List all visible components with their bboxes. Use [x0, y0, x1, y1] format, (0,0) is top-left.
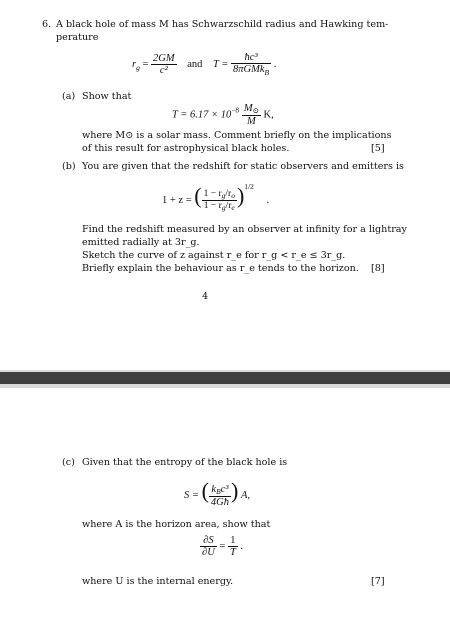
eq-T-den-sub: B — [264, 68, 270, 77]
eq-T-den: 8πGMk — [233, 64, 265, 75]
eq-c-tail: A, — [240, 490, 251, 501]
eq-a-num-sub: ⊙ — [252, 106, 259, 115]
part-b-marks: [8] — [371, 263, 385, 274]
eq-a-num: M — [243, 103, 253, 114]
exam-page-lower — [0, 388, 450, 630]
equation-entropy: S = ( $\frac{\text{kBc³}}{4Għ}$ ) A, — [184, 478, 251, 508]
eq-b-sub-g: g — [221, 191, 226, 201]
part-c-label: (c) — [62, 457, 75, 468]
eq-c-lhs: S = — [184, 490, 199, 501]
eq-T-num: ħc³ — [244, 52, 258, 63]
eq-a-lhs: T = 6.17 × 10 — [172, 109, 232, 121]
part-c-text: Given that the entropy of the black hole is — [82, 457, 288, 468]
part-a-text: Show that — [82, 91, 132, 102]
eq-and: and — [187, 58, 203, 70]
eq-b-num-tail: /r — [225, 189, 232, 200]
equation-schwarzschild-hawking: $r_g$ = $\frac{2GM}{\text{c²}}$ and T = $\frac{\text{ħc³}}{8\pi GMk_B}$ . — [132, 52, 277, 77]
part-b-label: (b) — [62, 161, 76, 172]
eq-c2-den: ∂U — [202, 547, 215, 558]
eq-b-den-tail: /r — [225, 201, 232, 212]
page-divider — [0, 372, 450, 384]
eq-a-exp: −8 — [231, 105, 240, 115]
part-b-text: You are given that the redshift for static observers and emitters is — [82, 161, 404, 172]
eq-a-den: M — [242, 115, 261, 127]
eq-c2-rden: T — [229, 547, 236, 558]
eq-c2-num: ∂S — [203, 535, 214, 546]
part-b-text-line1: Find the redshift measured by an observer at infinity for a lightray — [82, 224, 407, 235]
eq-b-lhs: 1 + z = — [162, 195, 192, 206]
page-number: 4 — [202, 291, 209, 302]
eq-rg-lhs: r — [132, 58, 137, 70]
question-intro-line1: A black hole of mass M has Schwarzschild radius and Hawking tem- — [56, 19, 389, 30]
eq-c-num-tail: c³ — [220, 483, 229, 495]
eq-rg-sub: g — [136, 62, 140, 72]
eq-b-den: 1 − r — [203, 201, 222, 212]
equation-temperature-solar — [172, 103, 274, 127]
part-c-text-line2: where U is the internal energy. — [82, 576, 234, 587]
equation-redshift: 1 + z = ( $\frac{1 - r_g/r_o}{1 - r_g/r_e}$ )$^{1/2}$ . — [162, 182, 270, 213]
part-a-marks: [5] — [371, 143, 385, 154]
eq-c-den: 4Għ — [210, 496, 230, 508]
part-b-text-line3: Sketch the curve of z against r_e for r_g < r_e ≤ 3r_g. — [82, 250, 346, 261]
part-c-marks: [7] — [371, 576, 385, 587]
equation-thermo-relation: $\frac{\partial S}{\partial U}$ = $\frac{1}{T}$ . — [202, 535, 244, 558]
eq-b-num: 1 − r — [203, 189, 222, 200]
eq-a-unit: K, — [263, 109, 274, 121]
eq-c2-rnum: 1 — [230, 535, 236, 546]
eq-c-num: k — [211, 483, 217, 495]
eq-b-exp: 1/2 — [244, 182, 254, 191]
part-a-label: (a) — [62, 91, 76, 102]
part-b-text-line4: Briefly explain the behaviour as r_e tends to the horizon. — [82, 263, 359, 274]
question-number: 6. — [42, 19, 52, 30]
eq-b-sub-e: e — [231, 203, 235, 213]
part-c-text-line1: where A is the horizon area, show that — [82, 519, 271, 530]
eq-rg-den: c² — [151, 64, 177, 76]
question-intro-line2: perature — [56, 32, 99, 43]
eq-T-lhs: T = — [213, 58, 229, 70]
part-b-text-line2: emitted radially at 3r_g. — [82, 237, 200, 248]
part-a-text-line2: of this result for astrophysical black holes. — [82, 143, 290, 154]
eq-b-den-sub-g: g — [221, 203, 226, 213]
part-a-text-line1: where M⊙ is a solar mass. Comment briefly on the implications — [82, 130, 392, 141]
eq-rg-num: 2GM — [153, 53, 175, 64]
